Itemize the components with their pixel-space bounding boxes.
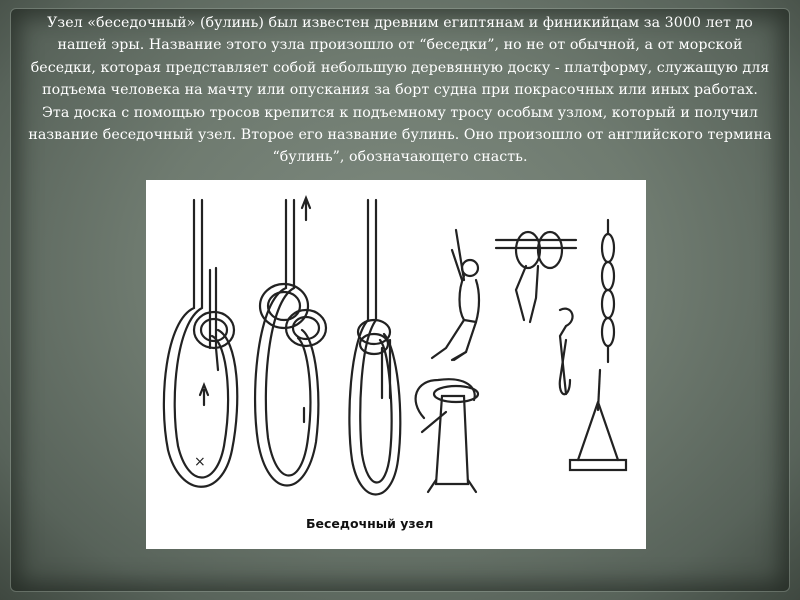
figure-caption: Беседочный узел — [306, 516, 434, 531]
bosun-chair — [570, 370, 626, 470]
bowline-knot-illustration — [146, 180, 646, 549]
knot-drawings — [146, 180, 646, 549]
body-text: Узел «беседочный» (булинь) был известен древним египтянам и финикийцам за 3000 лет до нашей эры. Название этого узла произошло от “беседки”, но не от обычной, а от морской беседки, которая представляет собой небольшую деревянную доску - платформу, служащую для подъема человека на мачту или опускания за борт судна при покрасочных или иных работах. Эта доска с помощью тросов крепится к подъемному тросу особым узлом, который и получил название беседочный узел. Второе его название булинь. Оно произошло от английского термина “булинь”, обозначающего снасть. — [28, 15, 772, 166]
knot-step-2 — [255, 198, 326, 486]
chain — [602, 220, 614, 362]
knot-step-1 — [164, 200, 237, 487]
bowline-on-post — [416, 379, 478, 492]
hook-knot — [560, 309, 573, 395]
knot-step-3 — [349, 200, 400, 495]
climbing-man — [432, 230, 479, 360]
cross-mark: × — [194, 454, 206, 470]
